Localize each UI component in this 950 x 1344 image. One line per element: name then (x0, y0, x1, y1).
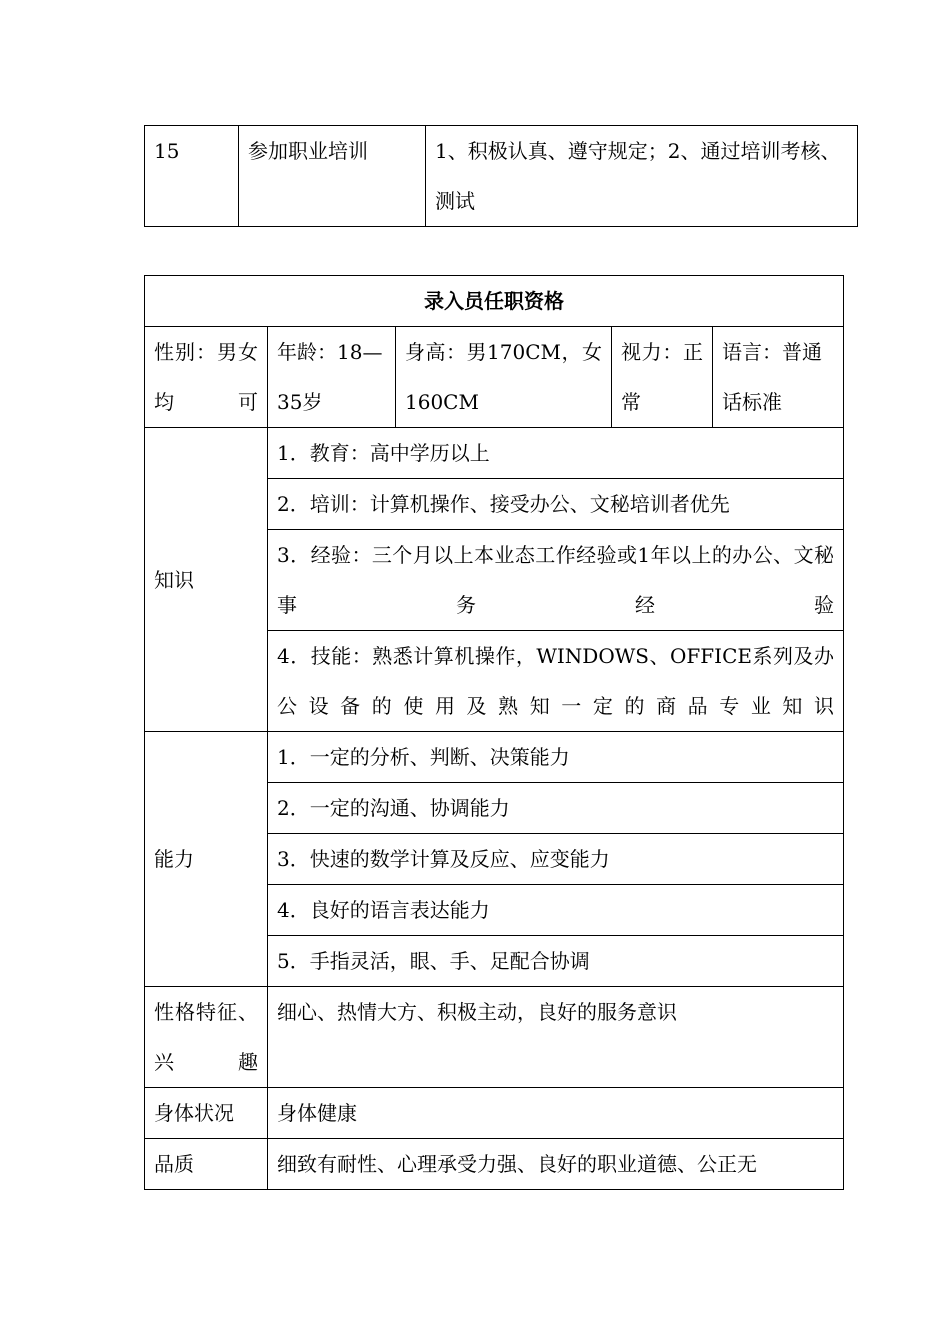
quality-row (145, 1139, 844, 1190)
personality-label: 性格特征、兴趣 (145, 987, 268, 1088)
qualification-table (144, 275, 844, 1190)
age-cell: 年龄：18—35岁 (268, 327, 396, 428)
height-cell: 身高：男170CM，女160CM (396, 327, 612, 428)
knowledge-item: 2．培训：计算机操作、接受办公、文秘培训者优先 (268, 479, 844, 530)
ability-item: 3．快速的数学计算及反应、应变能力 (268, 834, 844, 885)
health-value: 身体健康 (268, 1088, 844, 1139)
basic-row (145, 327, 844, 428)
knowledge-label: 知识 (145, 428, 268, 732)
vision-cell: 视力：正常 (612, 327, 713, 428)
ability-item: 5．手指灵活，眼、手、足配合协调 (268, 936, 844, 987)
quality-label: 品质 (145, 1139, 268, 1190)
language-cell: 语言：普通话标准 (713, 327, 844, 428)
quality-value: 细致有耐性、心理承受力强、良好的职业道德、公正无 (268, 1139, 844, 1190)
title-row (145, 276, 844, 327)
knowledge-row (145, 428, 844, 479)
knowledge-item: 3．经验：三个月以上本业态工作经验或1年以上的办公、文秘事务经验 (268, 530, 844, 631)
table-row (145, 126, 858, 227)
personality-row (145, 987, 844, 1088)
health-row (145, 1088, 844, 1139)
gender-cell: 性别：男女均可 (145, 327, 268, 428)
ability-item: 1．一定的分析、判断、决策能力 (268, 732, 844, 783)
personality-value: 细心、热情大方、积极主动，良好的服务意识 (268, 987, 844, 1088)
table-title: 录入员任职资格 (145, 276, 844, 327)
ability-item: 4．良好的语言表达能力 (268, 885, 844, 936)
ability-item: 2．一定的沟通、协调能力 (268, 783, 844, 834)
ability-row (145, 732, 844, 783)
ability-label: 能力 (145, 732, 268, 987)
health-label: 身体状况 (145, 1088, 268, 1139)
row-item: 参加职业培训 (239, 126, 426, 227)
row-number: 15 (145, 126, 239, 227)
knowledge-item: 1．教育：高中学历以上 (268, 428, 844, 479)
row-requirement: 1、积极认真、遵守规定；2、通过培训考核、测试 (426, 126, 858, 227)
knowledge-item: 4．技能：熟悉计算机操作，WINDOWS、OFFICE系列及办公设备的使用及熟知一定的商品专业知识 (268, 631, 844, 732)
training-table (144, 125, 858, 227)
